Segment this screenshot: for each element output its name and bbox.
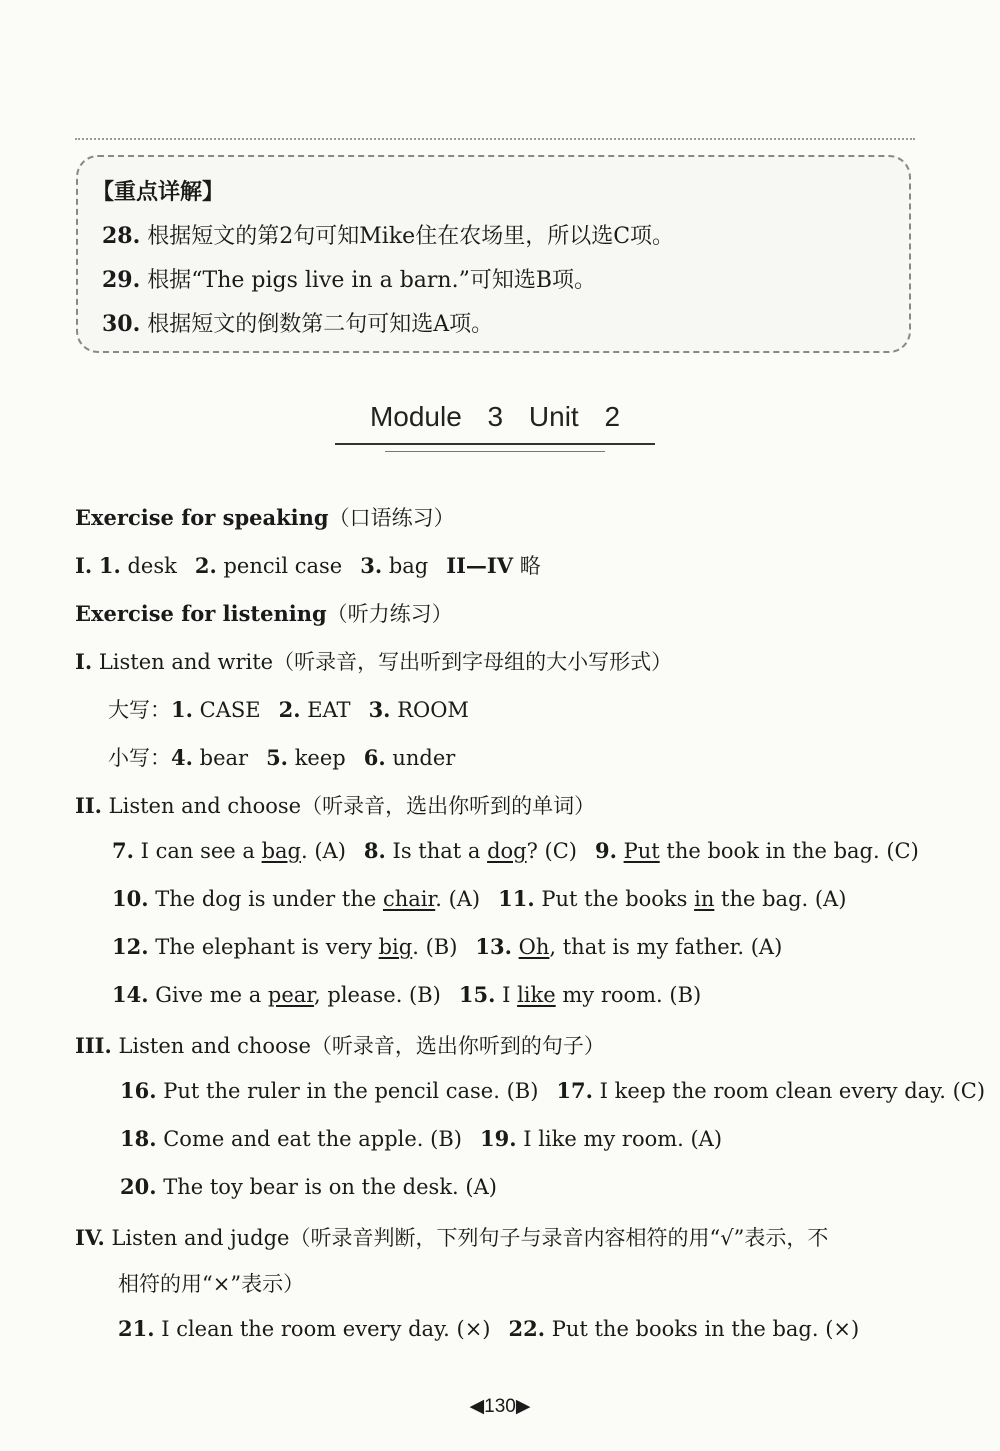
answers-12-13: 12. The elephant is very big. (B) 13. Oh, that is my father. (A) [112, 934, 783, 959]
listening-title: Exercise for listening（听力练习） [75, 601, 453, 626]
uppercase-answers: 大写：1. CASE 2. EAT 3. ROOM [108, 697, 469, 722]
answers-18-19: 18. Come and eat the apple. (B) 19. I like my room. (A) [120, 1126, 723, 1151]
section-1-header: I. Listen and write（听录音，写出听到字母组的大小写形式） [75, 649, 673, 674]
section-4-header-cont: 相符的用“×”表示） [118, 1272, 305, 1296]
key-point-28: 28. 根据短文的第2句可知Mike住在农场里，所以选C项。 [102, 223, 675, 249]
answers-21-22: 21. I clean the room every day. (×) 22. Put the books in the bag. (×) [118, 1316, 860, 1341]
answers-7-9: 7. I can see a bag. (A) 8. Is that a dog? (C) 9. Put the book in the bag. (C) [112, 838, 919, 863]
section-4-header: IV. Listen and judge（听录音判断，下列句子与录音内容相符的用“√”表示，不 [75, 1225, 829, 1250]
answers-14-15: 14. Give me a pear, please. (B) 15. I like my room. (B) [112, 982, 702, 1007]
key-point-30: 30. 根据短文的倒数第二句可知选A项。 [102, 311, 494, 337]
key-points-title: 【重点详解】 [92, 179, 225, 205]
answer-20: 20. The toy bear is on the desk. (A) [120, 1174, 497, 1199]
section-3-header: III. Listen and choose（听录音，选出你听到的句子） [75, 1033, 605, 1058]
answers-16-17: 16. Put the ruler in the pencil case. (B) 17. I keep the room clean every day. (C) [120, 1078, 986, 1103]
key-point-29: 29. 根据“The pigs live in a barn.”可知选B项。 [102, 267, 596, 293]
key-points-box [76, 155, 911, 353]
answers-10-11: 10. The dog is under the chair. (A) 11. Put the books in the bag. (A) [112, 886, 847, 911]
lowercase-answers: 小写：4. bear 5. keep 6. under [108, 745, 456, 770]
speaking-answers: I. 1. desk 2. pencil case 3. bag II—IV 略 [75, 553, 541, 578]
module-heading: Module 3 Unit 2 [335, 395, 655, 450]
page-number: ◀130▶ [469, 1396, 531, 1417]
section-2-header: II. Listen and choose（听录音，选出你听到的单词） [75, 793, 596, 818]
speaking-title: Exercise for speaking（口语练习） [75, 505, 455, 530]
top-dotted-divider [75, 138, 915, 140]
